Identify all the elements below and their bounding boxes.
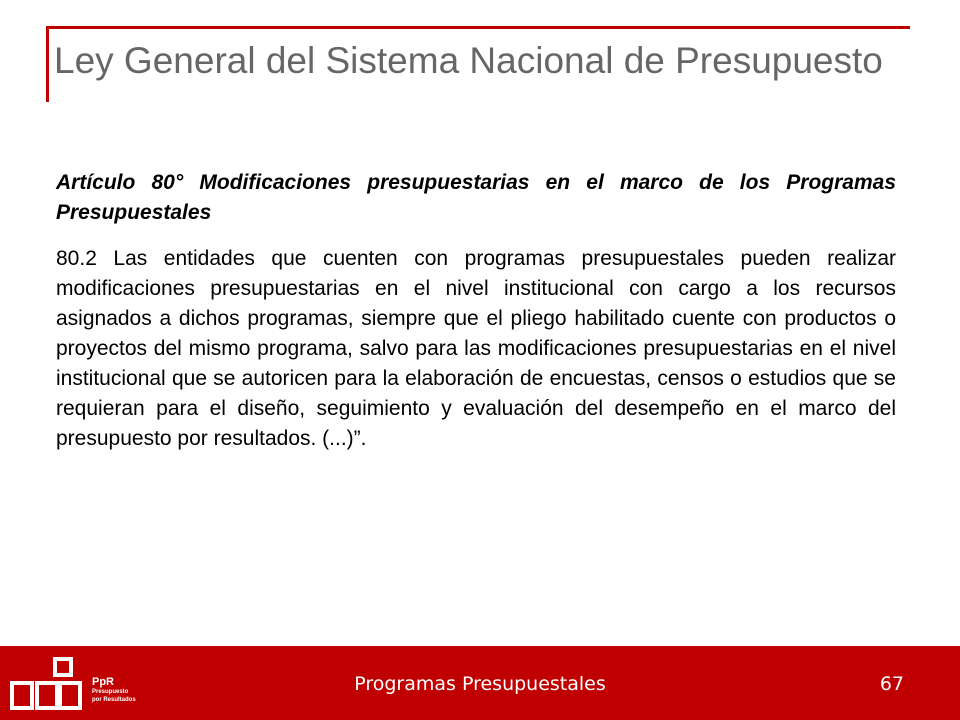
footer-title: Programas Presupuestales [354,673,606,695]
title-accent-line-top [46,26,910,29]
logo-abbreviation: PpR [92,676,114,688]
logo-line-1: Presupuesto [92,689,129,695]
article-heading: Artículo 80° Modificaciones presupuestarias en el marco de los Programas Presupuestales [56,171,896,224]
page-number: 67 [879,673,904,695]
footer-bar [0,646,960,720]
slide-content [56,168,896,454]
slide-title: Ley General del Sistema Nacional de Presupuesto [54,40,883,81]
title-accent-line-left [46,26,49,102]
article-paragraph: 80.2 Las entidades que cuenten con programas presupuestales pueden realizar modificaciones presupuestarias en el nivel institucional con cargo a los recursos asignados a dichos programas, siempre que el pliego habilitado cuente con productos o proyectos del mismo programa, salvo para las modificaciones presupuestarias en el nivel institucional que se autoricen para la elaboración de encuestas, censos o estudios que se requieran para el diseño, seguimiento y evaluación del desempeño en el marco del presupuesto por resultados. (...)”. [56,247,896,450]
logo-line-2: por Resultados [92,697,136,703]
